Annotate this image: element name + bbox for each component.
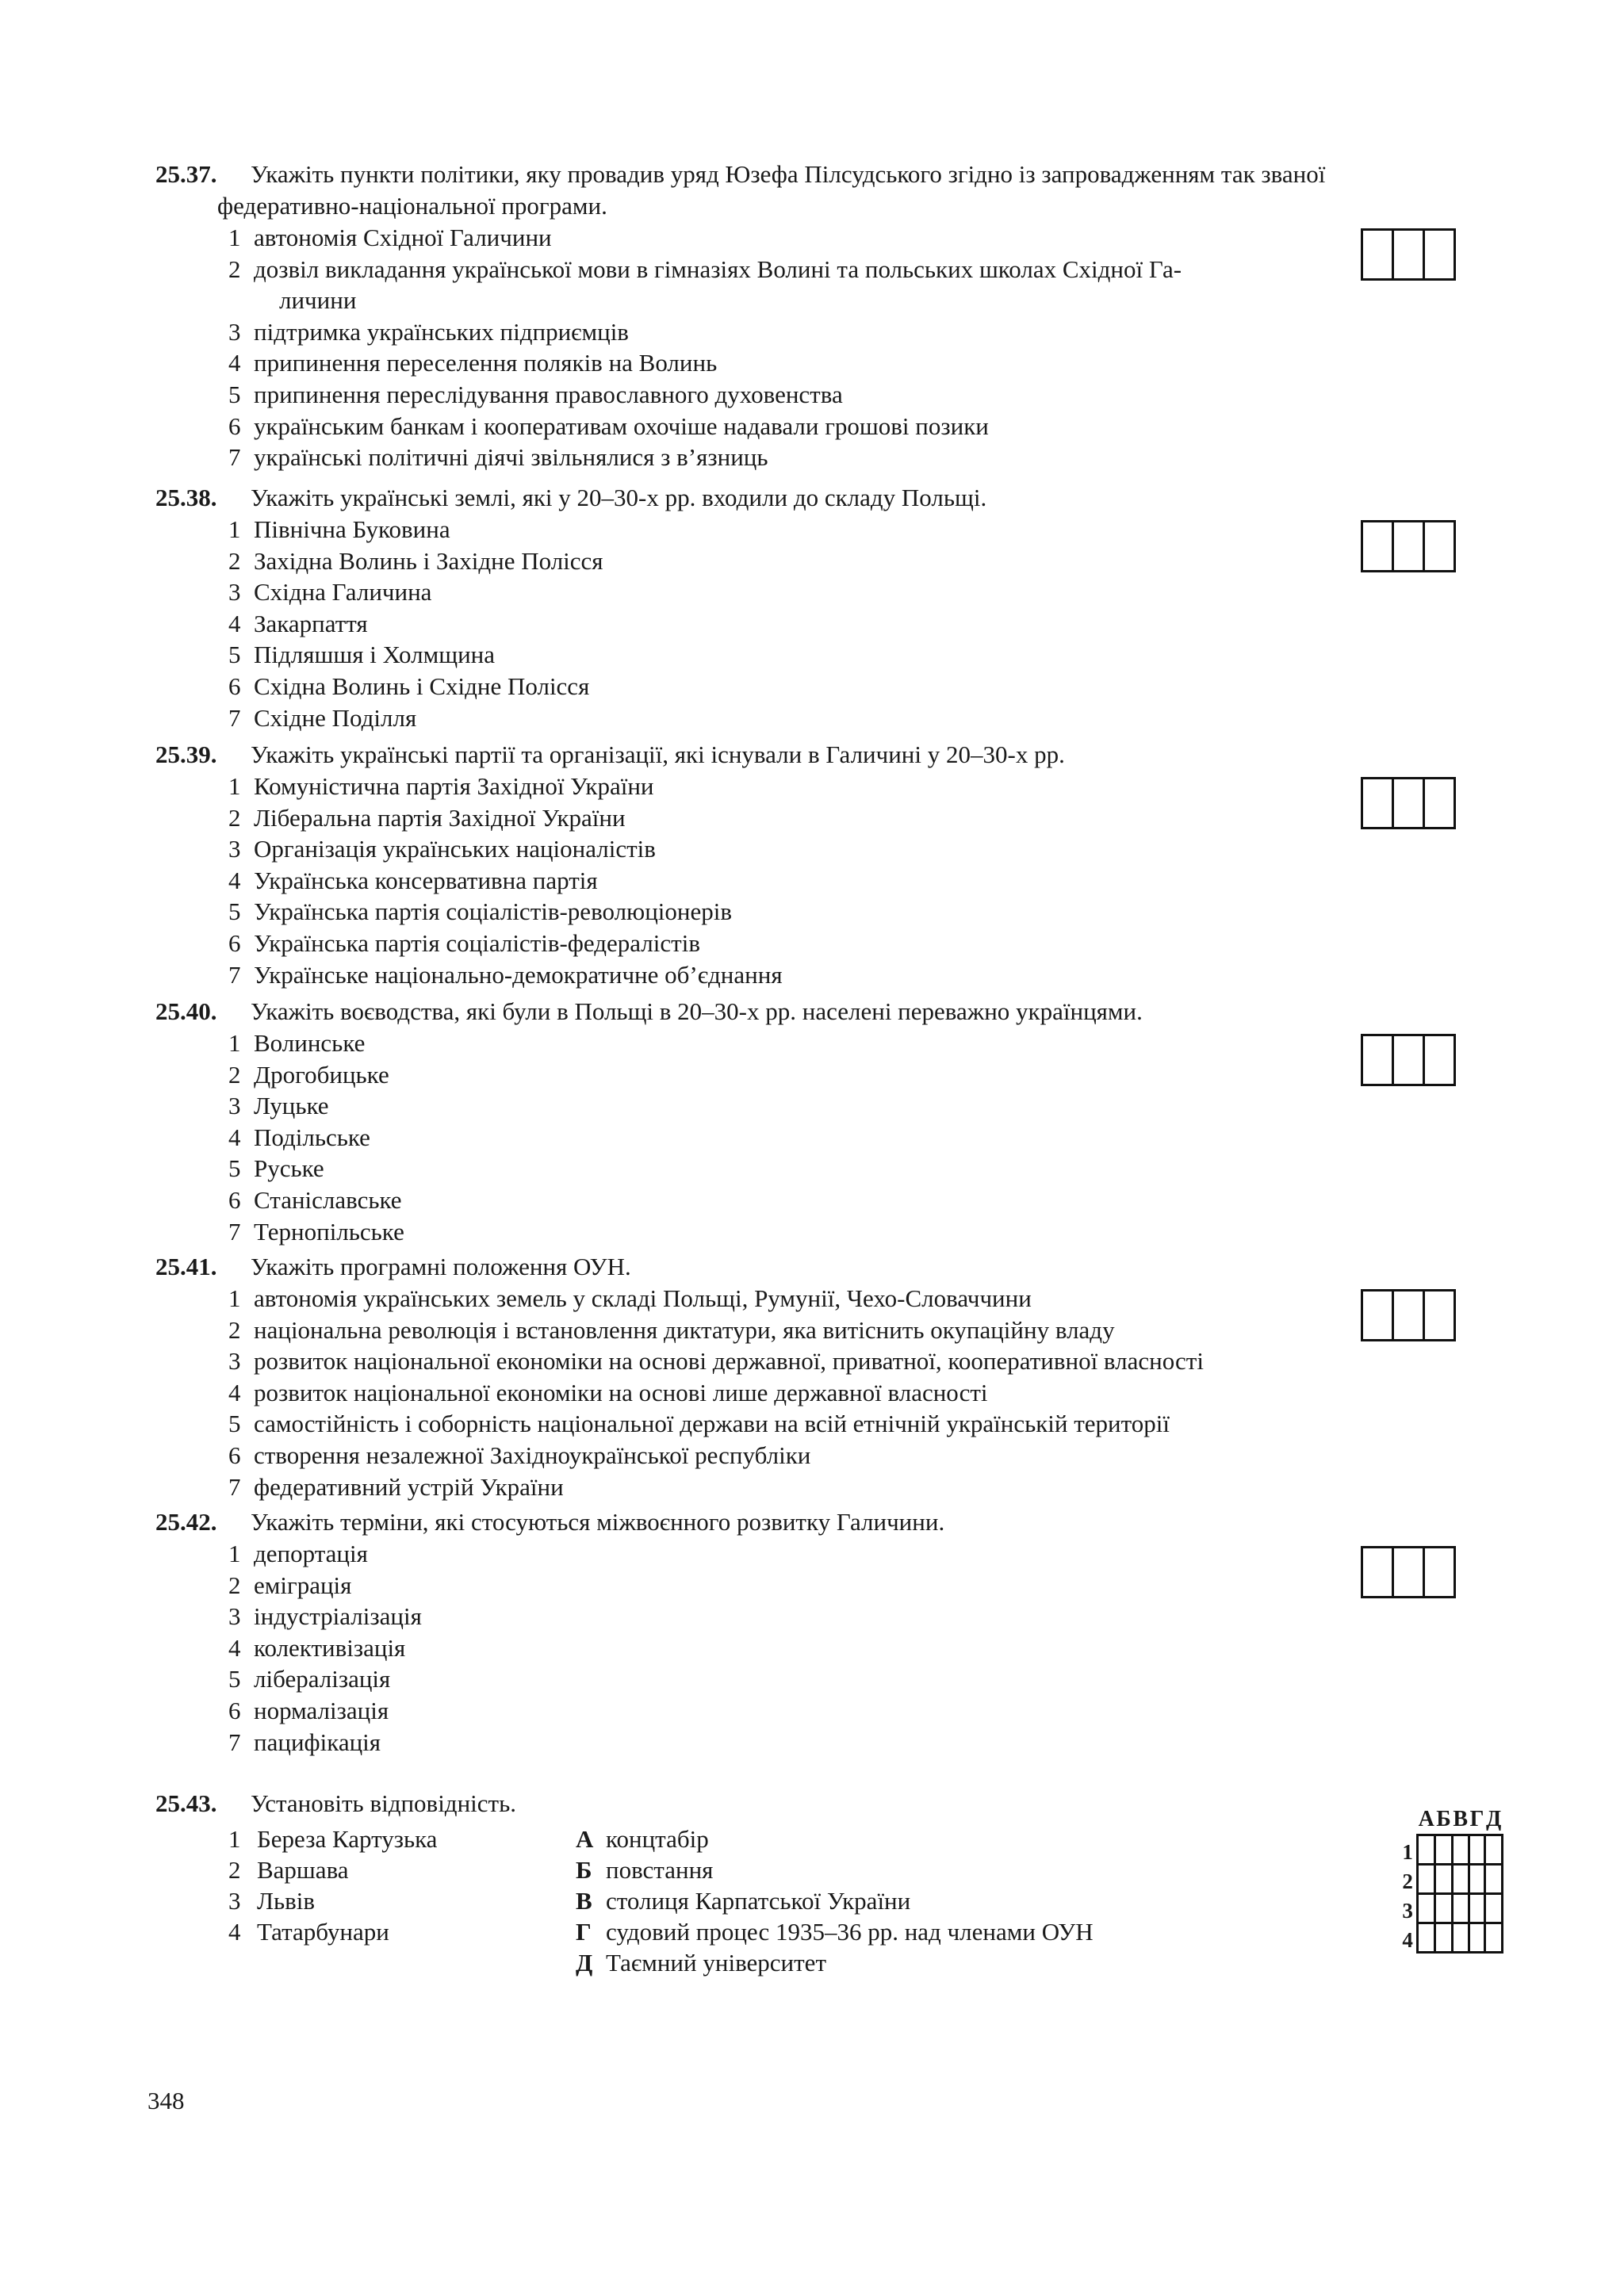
answer-cell[interactable]: [1469, 1923, 1484, 1953]
answer-cell[interactable]: [1469, 1865, 1484, 1894]
answer-cell[interactable]: [1435, 1865, 1452, 1894]
option-item: 3 Луцьке: [228, 1092, 329, 1120]
answer-cell[interactable]: [1417, 1865, 1435, 1894]
answer-cell[interactable]: [1417, 1835, 1435, 1865]
answer-cell[interactable]: [1363, 231, 1394, 278]
matching-right-item: В столиця Карпатської України: [576, 1887, 911, 1915]
option-item: 4 Подільське: [228, 1123, 370, 1151]
answer-cell[interactable]: [1435, 1835, 1452, 1865]
option-item: 5 лібералізація: [228, 1665, 391, 1693]
answer-box-25-39[interactable]: [1361, 777, 1456, 829]
matching-answer-grid: [1400, 1805, 1503, 1954]
answer-cell[interactable]: [1452, 1894, 1469, 1923]
question-text: Укажіть терміни, які стосуються міжвоєнного розвитку Галичини.: [251, 1508, 945, 1536]
option-item: 3 розвиток національної економіки на основі державної, приватної, кооперативної власності: [228, 1347, 1204, 1376]
option-item: 5 Руське: [228, 1154, 324, 1183]
options-list: [155, 1538, 1488, 1758]
answer-cell[interactable]: [1435, 1894, 1452, 1923]
option-item: 4 Закарпаття: [228, 609, 368, 637]
answer-box-25-38[interactable]: [1361, 520, 1456, 572]
question-text: Укажіть програмні положення ОУН.: [251, 1253, 631, 1280]
answer-cell[interactable]: [1363, 1292, 1394, 1339]
answer-cell[interactable]: [1452, 1923, 1469, 1953]
answer-cell[interactable]: [1425, 779, 1454, 827]
matching-right-item: А концтабір: [576, 1825, 709, 1853]
option-item: 7 федеративний устрій України: [228, 1472, 564, 1501]
grid-row-label: 1: [1402, 1839, 1413, 1864]
answer-box-25-41[interactable]: [1361, 1289, 1456, 1341]
question-number: 25.43.: [155, 1789, 217, 1817]
question-text: Укажіть воєводства, які були в Польщі в 20–30-х рр. населені переважно українцями.: [251, 997, 1143, 1025]
answer-box-25-40[interactable]: [1361, 1034, 1456, 1086]
options-list: [155, 771, 1488, 990]
answer-cell[interactable]: [1363, 1548, 1394, 1596]
answer-cell[interactable]: [1363, 522, 1394, 570]
matching-left-item: 1 Береза Картузька: [228, 1825, 438, 1853]
answer-cell[interactable]: [1435, 1923, 1452, 1953]
question-number: 25.37.: [155, 160, 217, 188]
answer-cell[interactable]: [1363, 779, 1394, 827]
option-item: 6 створення незалежної Західноукраїнської республіки: [228, 1441, 811, 1469]
answer-cell[interactable]: [1394, 1036, 1425, 1084]
options-list: [155, 222, 1488, 473]
option-item: 4 розвиток національної економіки на основі лише державної власності: [228, 1378, 988, 1406]
option-item: 1 Північна Буковина: [228, 515, 450, 543]
matching-left-item: 2 Варшава: [228, 1856, 349, 1884]
grid-column-header: А: [1418, 1807, 1434, 1831]
answer-cell[interactable]: [1469, 1835, 1484, 1865]
option-item: 4 припинення переселення поляків на Волинь: [228, 349, 718, 377]
grid-column-header: Б: [1436, 1807, 1451, 1831]
question-25-43: [155, 1788, 1503, 1976]
answer-cell[interactable]: [1394, 1548, 1425, 1596]
answer-cell[interactable]: [1469, 1894, 1484, 1923]
grid-row-label: 2: [1402, 1869, 1413, 1893]
option-item: 7 Українське національно-демократичне об’єднання: [228, 960, 783, 989]
grid-column-header: Г: [1469, 1807, 1484, 1831]
matching-right-list: [576, 1823, 1094, 1978]
question-25-42: [155, 1506, 1488, 1758]
options-list: [155, 1027, 1488, 1247]
question-text-continuation: федеративно-національної програми.: [217, 192, 607, 220]
option-item: 2 національна революція і встановлення диктатури, яка витіснить окупаційну владу: [228, 1315, 1115, 1344]
question-text: Укажіть українські партії та організації, які існували в Галичині у 20–30-х рр.: [251, 740, 1065, 768]
option-item: 2 дозвіл викладання української мови в гімназіях Волині та польських школах Східної Га-: [228, 254, 1182, 283]
answer-cell[interactable]: [1452, 1865, 1469, 1894]
option-item: 6 Східна Волинь і Східне Полісся: [228, 672, 590, 700]
answer-cell[interactable]: [1394, 231, 1425, 278]
grid-column-header: Д: [1485, 1807, 1502, 1831]
answer-cell[interactable]: [1485, 1923, 1503, 1953]
answer-cell[interactable]: [1425, 1292, 1454, 1339]
answer-cell[interactable]: [1485, 1865, 1503, 1894]
answer-box-25-37[interactable]: [1361, 228, 1456, 281]
answer-box-25-42[interactable]: [1361, 1546, 1456, 1598]
question-number: 25.42.: [155, 1508, 217, 1536]
option-item: 3 Східна Галичина: [228, 578, 432, 607]
option-item: 2 Дрогобицьке: [228, 1060, 389, 1089]
question-25-39: [155, 739, 1488, 990]
answer-cell[interactable]: [1363, 1036, 1394, 1084]
answer-cell[interactable]: [1394, 1292, 1425, 1339]
option-item: 5 Підляшшя і Холмщина: [228, 641, 496, 669]
option-item: 4 Українська консервативна партія: [228, 866, 598, 894]
grid-row-label: 3: [1402, 1898, 1413, 1923]
answer-cell[interactable]: [1394, 779, 1425, 827]
option-item: 6 Українська партія соціалістів-федералістів: [228, 928, 700, 957]
grid-row-label: 4: [1402, 1927, 1413, 1952]
matching-left-item: 3 Львів: [228, 1887, 316, 1915]
option-item: 5 припинення переслідування православного духовенства: [228, 380, 843, 408]
options-list: [155, 514, 1488, 733]
matching-right-item: Д Таємний університет: [576, 1949, 826, 1976]
matching-right-item: Б повстання: [576, 1856, 714, 1884]
question-25-37: [155, 159, 1488, 473]
question-text: Укажіть пункти політики, яку провадив уряд Юзефа Пілсудського згідно із запровадженням так званої: [251, 160, 1326, 188]
answer-cell[interactable]: [1452, 1835, 1469, 1865]
answer-cell[interactable]: [1425, 231, 1454, 278]
grid-column-header: В: [1453, 1807, 1468, 1831]
option-item: 1 Комуністична партія Західної України: [228, 772, 654, 800]
question-number: 25.38.: [155, 484, 217, 511]
question-25-38: [155, 482, 1488, 733]
question-text: Установіть відповідність.: [251, 1789, 516, 1817]
option-item: 3 індустріалізація: [228, 1602, 422, 1631]
question-number: 25.40.: [155, 997, 217, 1025]
option-item: 6 українським банкам і кооперативам охочіше надавали грошові позики: [228, 411, 989, 440]
option-item: 7 українські політичні діячі звільнялися з в’язниць: [228, 443, 768, 472]
option-item: 7 Тернопільське: [228, 1217, 404, 1246]
answer-cell[interactable]: [1425, 522, 1454, 570]
question-text: Укажіть українські землі, які у 20–30-х рр. входили до складу Польщі.: [251, 484, 987, 511]
question-number: 25.41.: [155, 1253, 217, 1280]
option-item: 1 депортація: [228, 1540, 368, 1567]
matching-left-list: [228, 1823, 437, 1947]
answer-cell[interactable]: [1485, 1835, 1503, 1865]
option-item: 3 підтримка українських підприємців: [228, 317, 629, 346]
matching-right-item: Г судовий процес 1935–36 рр. над членами ОУН: [576, 1918, 1094, 1946]
question-25-41: [155, 1251, 1488, 1502]
option-item: 7 Східне Поділля: [228, 703, 417, 732]
question-25-40: [155, 996, 1488, 1247]
answer-cell[interactable]: [1417, 1894, 1435, 1923]
option-item: 1 автономія українських земель у складі Польщі, Румунії, Чехо-Словаччини: [228, 1284, 1032, 1312]
option-item: 6 Станіславське: [228, 1185, 402, 1214]
question-number: 25.39.: [155, 740, 217, 768]
matching-left-item: 4 Татарбунари: [228, 1918, 389, 1946]
option-item: 2 Ліберальна партія Західної України: [228, 803, 626, 832]
option-item: 4 колективізація: [228, 1633, 406, 1662]
option-item: 1 автономія Східної Галичини: [228, 224, 552, 251]
answer-cell[interactable]: [1394, 522, 1425, 570]
option-item: 1 Волинське: [228, 1029, 366, 1057]
answer-cell[interactable]: [1417, 1923, 1435, 1953]
option-item: 6 нормалізація: [228, 1696, 389, 1724]
option-item: 2 еміграція: [228, 1571, 352, 1599]
answer-cell[interactable]: [1425, 1548, 1454, 1596]
option-item: 5 самостійність і соборність національної держави на всій етнічній українській території: [228, 1410, 1170, 1438]
option-item: 2 Західна Волинь і Західне Полісся: [228, 546, 603, 575]
option-item: 5 Українська партія соціалістів-революціонерів: [228, 897, 733, 926]
option-item: 7 пацифікація: [228, 1728, 381, 1756]
option-item: 3 Організація українських націоналістів: [228, 835, 656, 863]
page-number: 348: [147, 2087, 185, 2114]
option-item-continuation: личини: [279, 286, 357, 315]
options-list: [155, 1283, 1488, 1502]
answer-cell[interactable]: [1425, 1036, 1454, 1084]
answer-cell[interactable]: [1485, 1894, 1503, 1923]
